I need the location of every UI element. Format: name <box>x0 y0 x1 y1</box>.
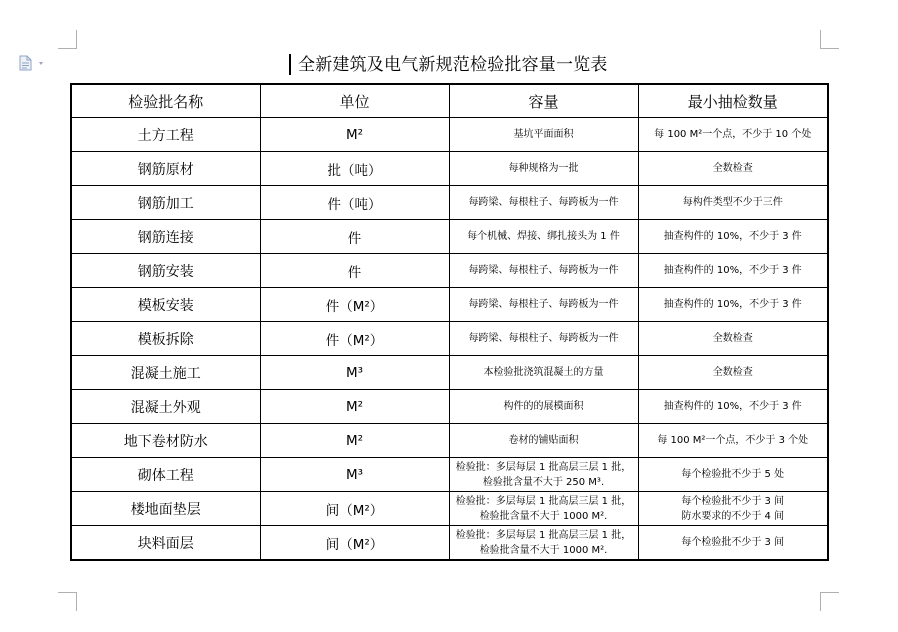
cell-unit: M² <box>260 390 449 424</box>
header-unit: 单位 <box>260 84 449 118</box>
table-row <box>71 356 828 390</box>
cell-capacity <box>449 186 638 220</box>
cell-unit: M² <box>260 424 449 458</box>
capacity-line: 基坑平面面积 <box>513 129 574 140</box>
min-sample-line: 每个检验批不少于 5 处 <box>681 469 785 480</box>
cell-batch-name: 模板安装 <box>71 288 260 322</box>
cell-batch-name: 地下卷材防水 <box>71 424 260 458</box>
cell-min-sample <box>638 390 828 424</box>
capacity-line: 检验批含量不大于 1000 M². <box>479 510 608 522</box>
min-sample-line: 防水要求的不少于 4 间 <box>681 510 785 522</box>
cell-capacity <box>449 390 638 424</box>
capacity-line: 检验批：多层每层 1 批高层三层 1 批， <box>455 495 632 507</box>
cell-min-sample <box>638 220 828 254</box>
cell-batch-name: 砌体工程 <box>71 458 260 492</box>
document-menu-icon[interactable] <box>19 55 49 71</box>
cell-batch-name: 钢筋加工 <box>71 186 260 220</box>
cell-min-sample <box>638 356 828 390</box>
table-row <box>71 390 828 424</box>
capacity-line: 每跨梁、每根柱子、每跨板为一件 <box>468 265 619 276</box>
table-row <box>71 526 828 561</box>
cell-unit: M³ <box>260 458 449 492</box>
min-sample-line: 每个检验批不少于 3 间 <box>681 495 785 507</box>
cell-capacity <box>449 254 638 288</box>
min-sample-line: 全数检查 <box>712 333 753 344</box>
table-row <box>71 152 828 186</box>
table-body <box>71 118 828 561</box>
table-row <box>71 118 828 152</box>
text-cursor <box>289 54 291 75</box>
cell-min-sample <box>638 288 828 322</box>
cell-capacity <box>449 152 638 186</box>
cell-batch-name: 楼地面垫层 <box>71 492 260 526</box>
header-min-sample: 最小抽检数量 <box>638 84 828 118</box>
cell-capacity <box>449 322 638 356</box>
cell-batch-name: 混凝土施工 <box>71 356 260 390</box>
cell-min-sample <box>638 118 828 152</box>
cell-capacity <box>449 288 638 322</box>
page-title: 全新建筑及电气新规范检验批容量一览表 <box>298 55 608 75</box>
cell-batch-name: 土方工程 <box>71 118 260 152</box>
min-sample-line: 每个检验批不少于 3 间 <box>681 537 785 548</box>
cell-unit: 间（M²） <box>260 526 449 561</box>
cell-min-sample <box>638 458 828 492</box>
capacity-line: 每跨梁、每根柱子、每跨板为一件 <box>468 333 619 344</box>
capacity-line: 本检验批浇筑混凝土的方量 <box>483 367 604 378</box>
min-sample-line: 抽查构件的 10%，不少于 3 件 <box>663 231 802 242</box>
min-sample-line: 抽查构件的 10%，不少于 3 件 <box>663 299 802 310</box>
cell-unit: M³ <box>260 356 449 390</box>
table-row <box>71 458 828 492</box>
cell-min-sample <box>638 322 828 356</box>
table-header-row <box>71 84 828 118</box>
header-name: 检验批名称 <box>71 84 260 118</box>
capacity-line: 检验批含量不大于 1000 M². <box>479 544 608 556</box>
min-sample-line: 每 100 M²一个点，不少于 3 个处 <box>657 435 809 446</box>
capacity-line: 每个机械、焊接、绑扎接头为 1 件 <box>467 231 620 242</box>
cell-min-sample <box>638 424 828 458</box>
min-sample-line: 每 100 M²一个点，不少于 10 个处 <box>654 129 812 140</box>
cell-unit: 件 <box>260 220 449 254</box>
capacity-line: 卷材的铺贴面积 <box>508 435 579 446</box>
page-corner-bottom-right <box>820 592 839 611</box>
page-corner-top-left <box>58 30 77 49</box>
table-row <box>71 322 828 356</box>
cell-capacity <box>449 424 638 458</box>
cell-unit: M² <box>260 118 449 152</box>
cell-capacity <box>449 458 638 492</box>
page-corner-bottom-left <box>58 592 77 611</box>
page-corner-top-right <box>820 30 839 49</box>
cell-batch-name: 钢筋安装 <box>71 254 260 288</box>
min-sample-line: 每构件类型不少于三件 <box>682 197 783 208</box>
cell-unit: 件（M²） <box>260 288 449 322</box>
min-sample-line: 全数检查 <box>712 367 753 378</box>
inspection-batch-table <box>70 83 829 561</box>
capacity-line: 检验批：多层每层 1 批高层三层 1 批， <box>455 529 632 541</box>
capacity-line: 每种规格为一批 <box>508 163 579 174</box>
cell-min-sample <box>638 254 828 288</box>
cell-min-sample <box>638 526 828 561</box>
cell-batch-name: 模板拆除 <box>71 322 260 356</box>
cell-batch-name: 块料面层 <box>71 526 260 561</box>
min-sample-line: 抽查构件的 10%，不少于 3 件 <box>663 265 802 276</box>
table-row <box>71 254 828 288</box>
capacity-line: 每跨梁、每根柱子、每跨板为一件 <box>468 197 619 208</box>
capacity-line: 检验批：多层每层 1 批高层三层 1 批， <box>455 461 632 473</box>
cell-capacity <box>449 118 638 152</box>
capacity-line: 检验批含量不大于 250 M³. <box>482 476 605 488</box>
cell-capacity <box>449 220 638 254</box>
cell-capacity <box>449 526 638 561</box>
table-row <box>71 288 828 322</box>
cell-min-sample <box>638 152 828 186</box>
min-sample-line: 全数检查 <box>712 163 753 174</box>
cell-batch-name: 钢筋原材 <box>71 152 260 186</box>
cell-batch-name: 混凝土外观 <box>71 390 260 424</box>
header-capacity: 容量 <box>449 84 638 118</box>
cell-unit: 件（M²） <box>260 322 449 356</box>
table-row <box>71 186 828 220</box>
cell-batch-name: 钢筋连接 <box>71 220 260 254</box>
table-row <box>71 220 828 254</box>
min-sample-line: 抽查构件的 10%，不少于 3 件 <box>663 401 802 412</box>
cell-unit: 件 <box>260 254 449 288</box>
table-row <box>71 424 828 458</box>
cell-capacity <box>449 356 638 390</box>
cell-min-sample <box>638 186 828 220</box>
capacity-line: 构件的的展模面积 <box>503 401 584 412</box>
cell-min-sample <box>638 492 828 526</box>
cell-unit: 间（M²） <box>260 492 449 526</box>
capacity-line: 每跨梁、每根柱子、每跨板为一件 <box>468 299 619 310</box>
cell-capacity <box>449 492 638 526</box>
table-row <box>71 492 828 526</box>
cell-unit: 批（吨） <box>260 152 449 186</box>
cell-unit: 件（吨） <box>260 186 449 220</box>
